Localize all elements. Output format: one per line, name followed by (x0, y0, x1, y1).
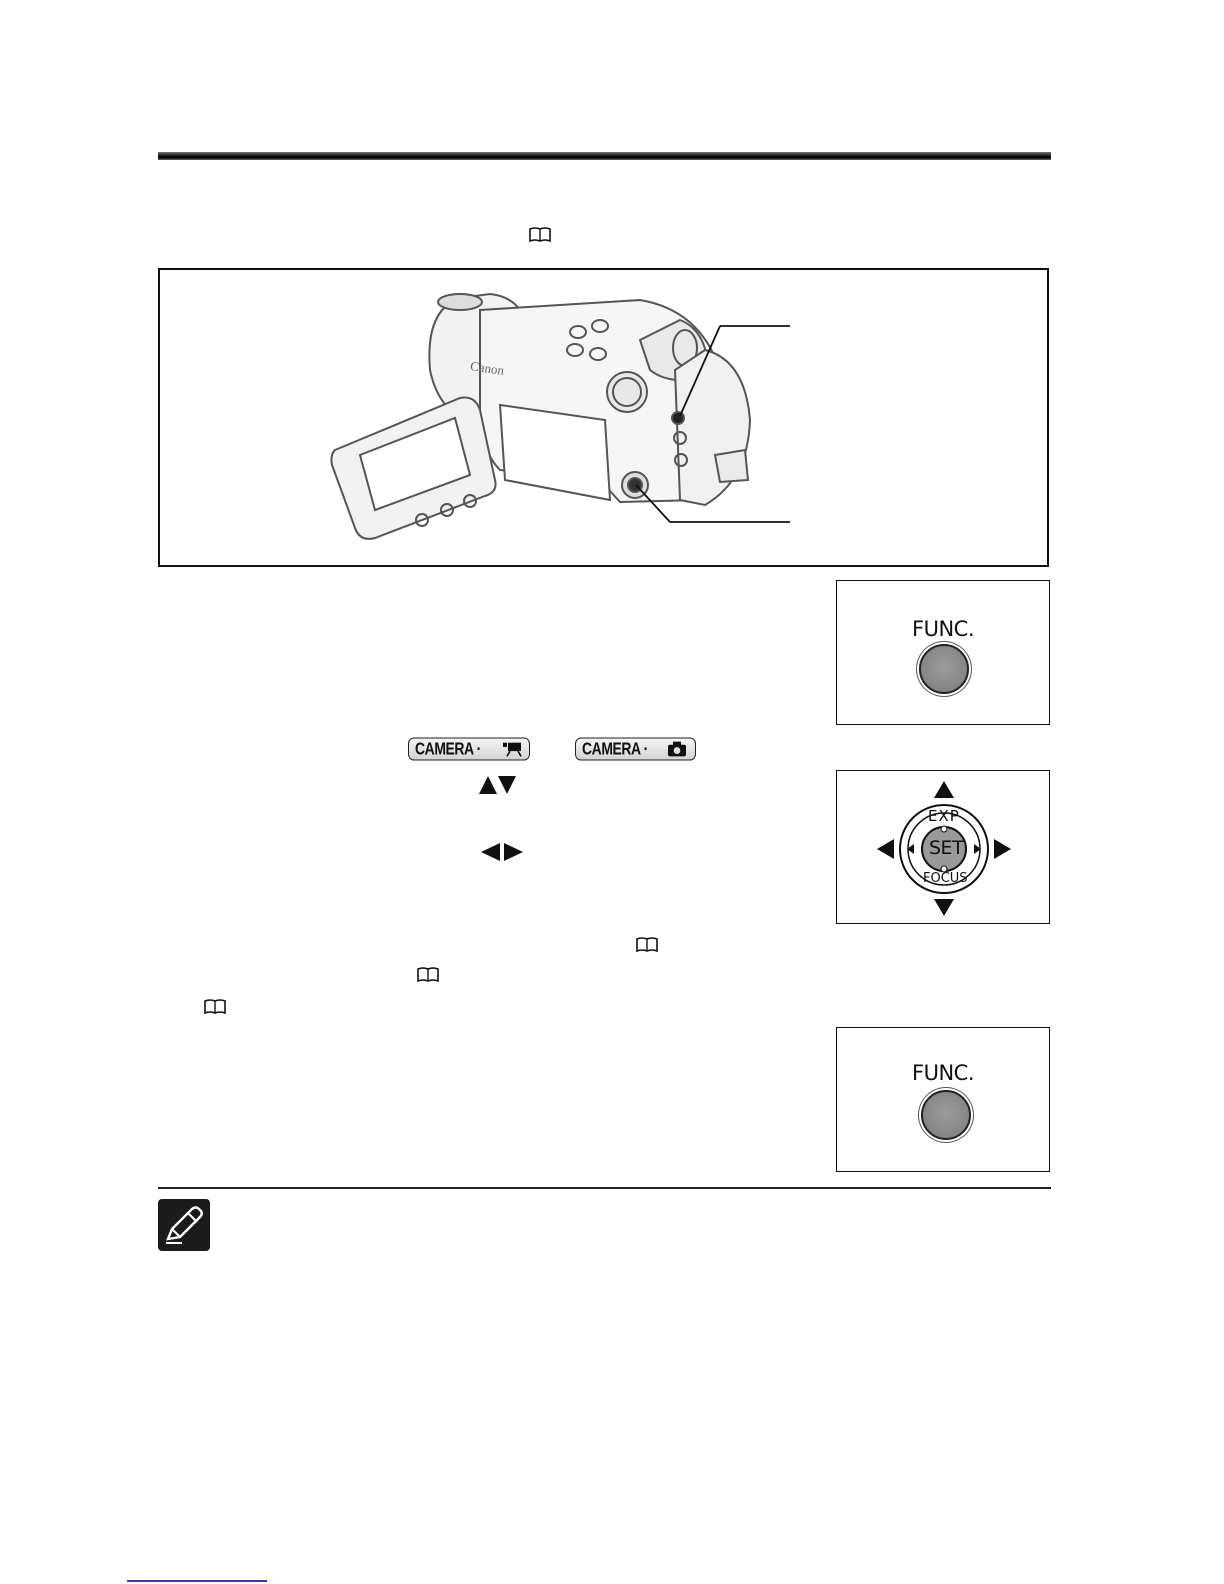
camera-movie-mode-label: CAMERA · (415, 738, 481, 759)
section-title-rule (158, 152, 1051, 160)
left-right-arrows-icon (479, 842, 525, 862)
func-button-box-bottom (836, 1027, 1050, 1172)
camera-illustration-frame (158, 268, 1049, 567)
movie-camera-icon (501, 741, 523, 758)
joystick-box (836, 770, 1050, 924)
func-button-top[interactable] (919, 644, 969, 694)
book-icon (203, 998, 227, 1016)
camera-photo-mode-label: CAMERA · (582, 738, 648, 759)
book-icon (528, 226, 552, 244)
func-button-bottom[interactable] (921, 1090, 971, 1140)
book-icon (416, 966, 440, 984)
camcorder-illustration (160, 270, 1047, 565)
camera-movie-mode-badge (408, 737, 530, 760)
brand-logo: Canon (469, 358, 506, 378)
dial-focus-label: FOCUS (923, 871, 968, 886)
dial-exp-label: EXP (928, 807, 960, 825)
notes-divider (158, 1187, 1051, 1189)
camera-photo-mode-badge (575, 737, 696, 760)
pencil-note-icon (158, 1199, 210, 1251)
func-label-bottom: FUNC. (912, 1061, 974, 1085)
footer-link-underline (127, 1580, 267, 1582)
still-camera-icon (666, 741, 688, 758)
book-icon (635, 936, 659, 954)
func-label-top: FUNC. (912, 617, 974, 641)
joystick-set-button[interactable]: SET (929, 837, 964, 859)
up-down-arrows-icon (478, 775, 518, 795)
func-button-box-top (836, 580, 1050, 725)
